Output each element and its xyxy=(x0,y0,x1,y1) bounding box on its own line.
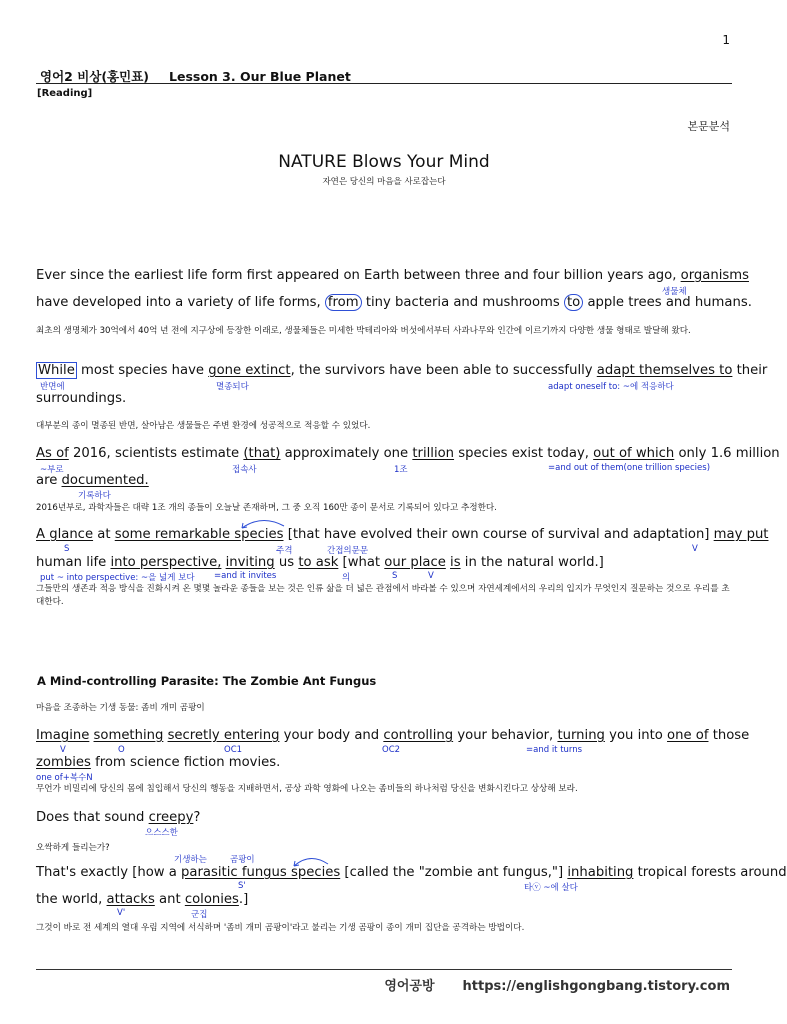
p7-text-d: the world, xyxy=(36,892,103,907)
header-rule xyxy=(36,83,732,84)
p7-text-c: tropical forests around xyxy=(637,865,787,880)
note-v-prime: V' xyxy=(117,908,126,918)
p6-line1 xyxy=(36,810,732,825)
word-parasitic-fungus: parasitic fungus species xyxy=(181,865,341,880)
word-gone-extinct: gone extinct xyxy=(208,363,291,378)
p1-text-c: tiny bacteria and mushrooms xyxy=(365,295,560,310)
p1-korean: 최초의 생명체가 30억에서 40억 년 전에 지구상에 등장한 이래로, 생물체들은 미세한 박테리아와 버섯에서부터 사과나무와 인간에 이르기까지 다양한 생물 형태로 발달해 왔다. xyxy=(36,326,691,336)
footer-brand: 영어공방 xyxy=(384,979,435,994)
p3-text-c: species exist today, xyxy=(458,446,589,461)
p5-line2 xyxy=(36,755,732,770)
note-turning: =and it turns xyxy=(526,745,583,755)
p3-text-d: only 1.6 million xyxy=(678,446,780,461)
p7-text-a: That's exactly [how a xyxy=(36,865,177,880)
p3-text-a: 2016, scientists estimate xyxy=(73,446,240,461)
p2-line2: surroundings. xyxy=(36,391,127,406)
p4-text-b: human life xyxy=(36,555,107,570)
p2-line1 xyxy=(36,363,768,378)
note-out-of-which: =and out of them(one trillion species) xyxy=(548,463,711,473)
word-controlling: controlling xyxy=(383,728,454,743)
note-s-prime: S' xyxy=(238,881,246,891)
word-zombies: zombies xyxy=(36,755,91,770)
word-out-of-which: out of which xyxy=(593,446,675,461)
p3-korean: 2016년부로, 과학자들은 대략 1조 개의 종들이 오늘날 존재하며, 그 중 오직 160만 종이 문서로 기록되어 있다고 추정한다. xyxy=(36,503,497,513)
lesson-name: Lesson 3. Our Blue Planet xyxy=(169,69,351,84)
p4-text-c: in the natural world.] xyxy=(464,555,604,570)
word-may-put: may put xyxy=(713,527,769,542)
word-while: While xyxy=(38,363,75,378)
word-that: (that) xyxy=(243,446,281,461)
note-parasitic: 기생하는 xyxy=(174,855,207,865)
word-some-species: some remarkable species xyxy=(114,527,284,542)
note-relative: 간접의문문 xyxy=(327,546,369,556)
word-inviting: inviting xyxy=(225,555,275,570)
p1-line2 xyxy=(36,295,752,310)
p3-text-b: approximately one xyxy=(284,446,409,461)
note-creepy: 으스스한 xyxy=(145,828,178,838)
p5-line1 xyxy=(36,728,750,743)
note-o: O xyxy=(118,745,125,755)
note-while: 반면에 xyxy=(40,382,65,392)
note-s: S xyxy=(64,544,70,554)
word-that-clause: [that xyxy=(287,527,320,542)
p1-text-a: Ever since the earliest life form first appeared on Earth between three and four billion years ago, xyxy=(36,268,677,283)
p5-text-d: those xyxy=(712,728,750,743)
word-as-of: As of xyxy=(36,446,69,461)
p5-text-c: you into xyxy=(609,728,663,743)
word-what-clause: [what xyxy=(342,555,381,570)
p7-korean: 그것이 바로 전 세계의 열대 우림 지역에 서식하며 '좀비 개미 곰팡이'라고 불리는 기생 곰팡이 종이 개미 집단을 공격하는 방법이다. xyxy=(36,923,525,933)
note-as-of: ~부로 xyxy=(40,465,64,475)
note-oc1: OC1 xyxy=(224,745,243,755)
word-one-of: one of xyxy=(667,728,709,743)
p2-text-b: , the survivors have been able to successfully xyxy=(290,363,593,378)
word-is: is xyxy=(450,555,461,570)
note-fungus: 곰팡이 xyxy=(230,855,255,865)
p7-text-b: [called the "zombie ant fungus,"] xyxy=(344,865,564,880)
p4-line2 xyxy=(36,555,732,570)
word-organisms: organisms xyxy=(680,268,749,283)
note-inhabit: 타ⓥ ~에 살다 xyxy=(524,883,578,893)
note-ui: 의 xyxy=(342,573,351,583)
p7-text-e: ant xyxy=(159,892,181,907)
footer-rule xyxy=(36,969,732,970)
word-colonies: colonies xyxy=(184,892,239,907)
note-v2: V xyxy=(428,571,434,581)
word-to-ask: to ask xyxy=(298,555,339,570)
p4-text-a: have evolved their own course of survival and adaptation] xyxy=(323,527,710,542)
note-v: V xyxy=(692,544,698,554)
p3-text-e: are xyxy=(36,473,58,488)
word-and: and xyxy=(354,728,380,743)
section-tag: [Reading] xyxy=(37,88,93,99)
page-subtitle: 자연은 당신의 마음을 사로잡는다 xyxy=(322,177,446,187)
word-secretly-entering: secretly entering xyxy=(167,728,280,743)
p7-line2 xyxy=(36,892,732,907)
word-our-place: our place xyxy=(384,555,446,570)
word-a-glance: A glance xyxy=(36,527,94,542)
note-subject: 주격 xyxy=(276,546,293,556)
word-us: us xyxy=(278,555,295,570)
note-put-into: put ~ into perspective: ~을 넓게 보다 xyxy=(40,573,195,583)
word-documented: documented. xyxy=(61,473,149,488)
word-something: something xyxy=(93,728,164,743)
word-inhabiting: inhabiting xyxy=(567,865,634,880)
p4-text-at: at xyxy=(97,527,111,542)
note-one-of: one of+복수N xyxy=(36,773,93,783)
p6-text-a: Does that sound xyxy=(36,810,145,825)
p5-korean: 무언가 비밀리에 당신의 몸에 침입해서 당신의 행동을 지배하면서, 공상 과학 영화에 나오는 좀비들의 하나처럼 당신을 변화시킨다고 상상해 보라. xyxy=(36,784,578,794)
p4-line1 xyxy=(36,527,769,542)
word-imagine: Imagine xyxy=(36,728,90,743)
word-attacks: attacks xyxy=(106,892,155,907)
note-organisms: 생물체 xyxy=(662,287,687,297)
word-turning: turning xyxy=(557,728,605,743)
p5-text-e: from science fiction movies. xyxy=(95,755,281,770)
page-number: 1 xyxy=(722,33,730,47)
p4-korean: 그들만의 생존과 적응 방식을 진화시켜 온 몇몇 놀라운 종들을 보는 것은 인류 삶을 더 넓은 관점에서 바라볼 수 있으며 자연세계에서의 우리의 입지가 무엇인지 질문하는 것으로 우리를 초대한다. xyxy=(36,584,730,607)
footer xyxy=(384,975,730,994)
footer-url[interactable]: https://englishgongbang.tistory.com xyxy=(462,979,730,994)
p6-korean: 오싹하게 들리는가? xyxy=(36,843,110,853)
note-adapt: adapt oneself to: ~에 적응하다 xyxy=(548,382,674,392)
page-title: NATURE Blows Your Mind xyxy=(278,152,490,172)
p2-text-c: their xyxy=(736,363,768,378)
note-v: V xyxy=(60,745,66,755)
course-name: 영어2 비상(홍민표) xyxy=(40,69,150,84)
p2-korean: 대부분의 종이 멸종된 반면, 살아남은 생물들은 주변 환경에 성공적으로 적응할 수 있었다. xyxy=(36,421,371,431)
section-heading: A Mind-controlling Parasite: The Zombie Ant Fungus xyxy=(37,674,377,688)
p5-text-a: your body xyxy=(283,728,351,743)
word-adapt: adapt themselves to xyxy=(596,363,733,378)
p3-line2 xyxy=(36,473,732,488)
p5-text-b: your behavior, xyxy=(457,728,554,743)
note-oc2: OC2 xyxy=(382,745,401,755)
p1-text-d: apple trees and humans. xyxy=(587,295,752,310)
word-into-perspective: into perspective, xyxy=(110,555,222,570)
word-creepy: creepy xyxy=(148,810,194,825)
note-that: 접속사 xyxy=(232,465,257,475)
note-trillion: 1조 xyxy=(394,465,408,475)
note-documented: 기록하다 xyxy=(78,491,111,501)
note-extinct: 멸종되다 xyxy=(216,382,249,392)
p7-line1 xyxy=(36,865,787,880)
analysis-label: 본문분석 xyxy=(687,120,730,133)
p7-text-f: .] xyxy=(238,892,249,907)
p1-line1 xyxy=(36,268,749,283)
p3-line1 xyxy=(36,446,780,461)
note-inviting: =and it invites xyxy=(214,571,277,581)
word-from: from xyxy=(325,294,362,311)
p1-text-b: have developed into a variety of life forms, xyxy=(36,295,321,310)
note-s2: S xyxy=(392,571,398,581)
p2-text-a: most species have xyxy=(81,363,204,378)
p6-text-b: ? xyxy=(193,810,201,825)
section-korean-heading: 마음을 조종하는 기생 동물: 좀비 개미 곰팡이 xyxy=(36,703,205,713)
word-to: to xyxy=(564,294,583,311)
note-colony: 군집 xyxy=(191,910,208,920)
word-trillion: trillion xyxy=(412,446,455,461)
